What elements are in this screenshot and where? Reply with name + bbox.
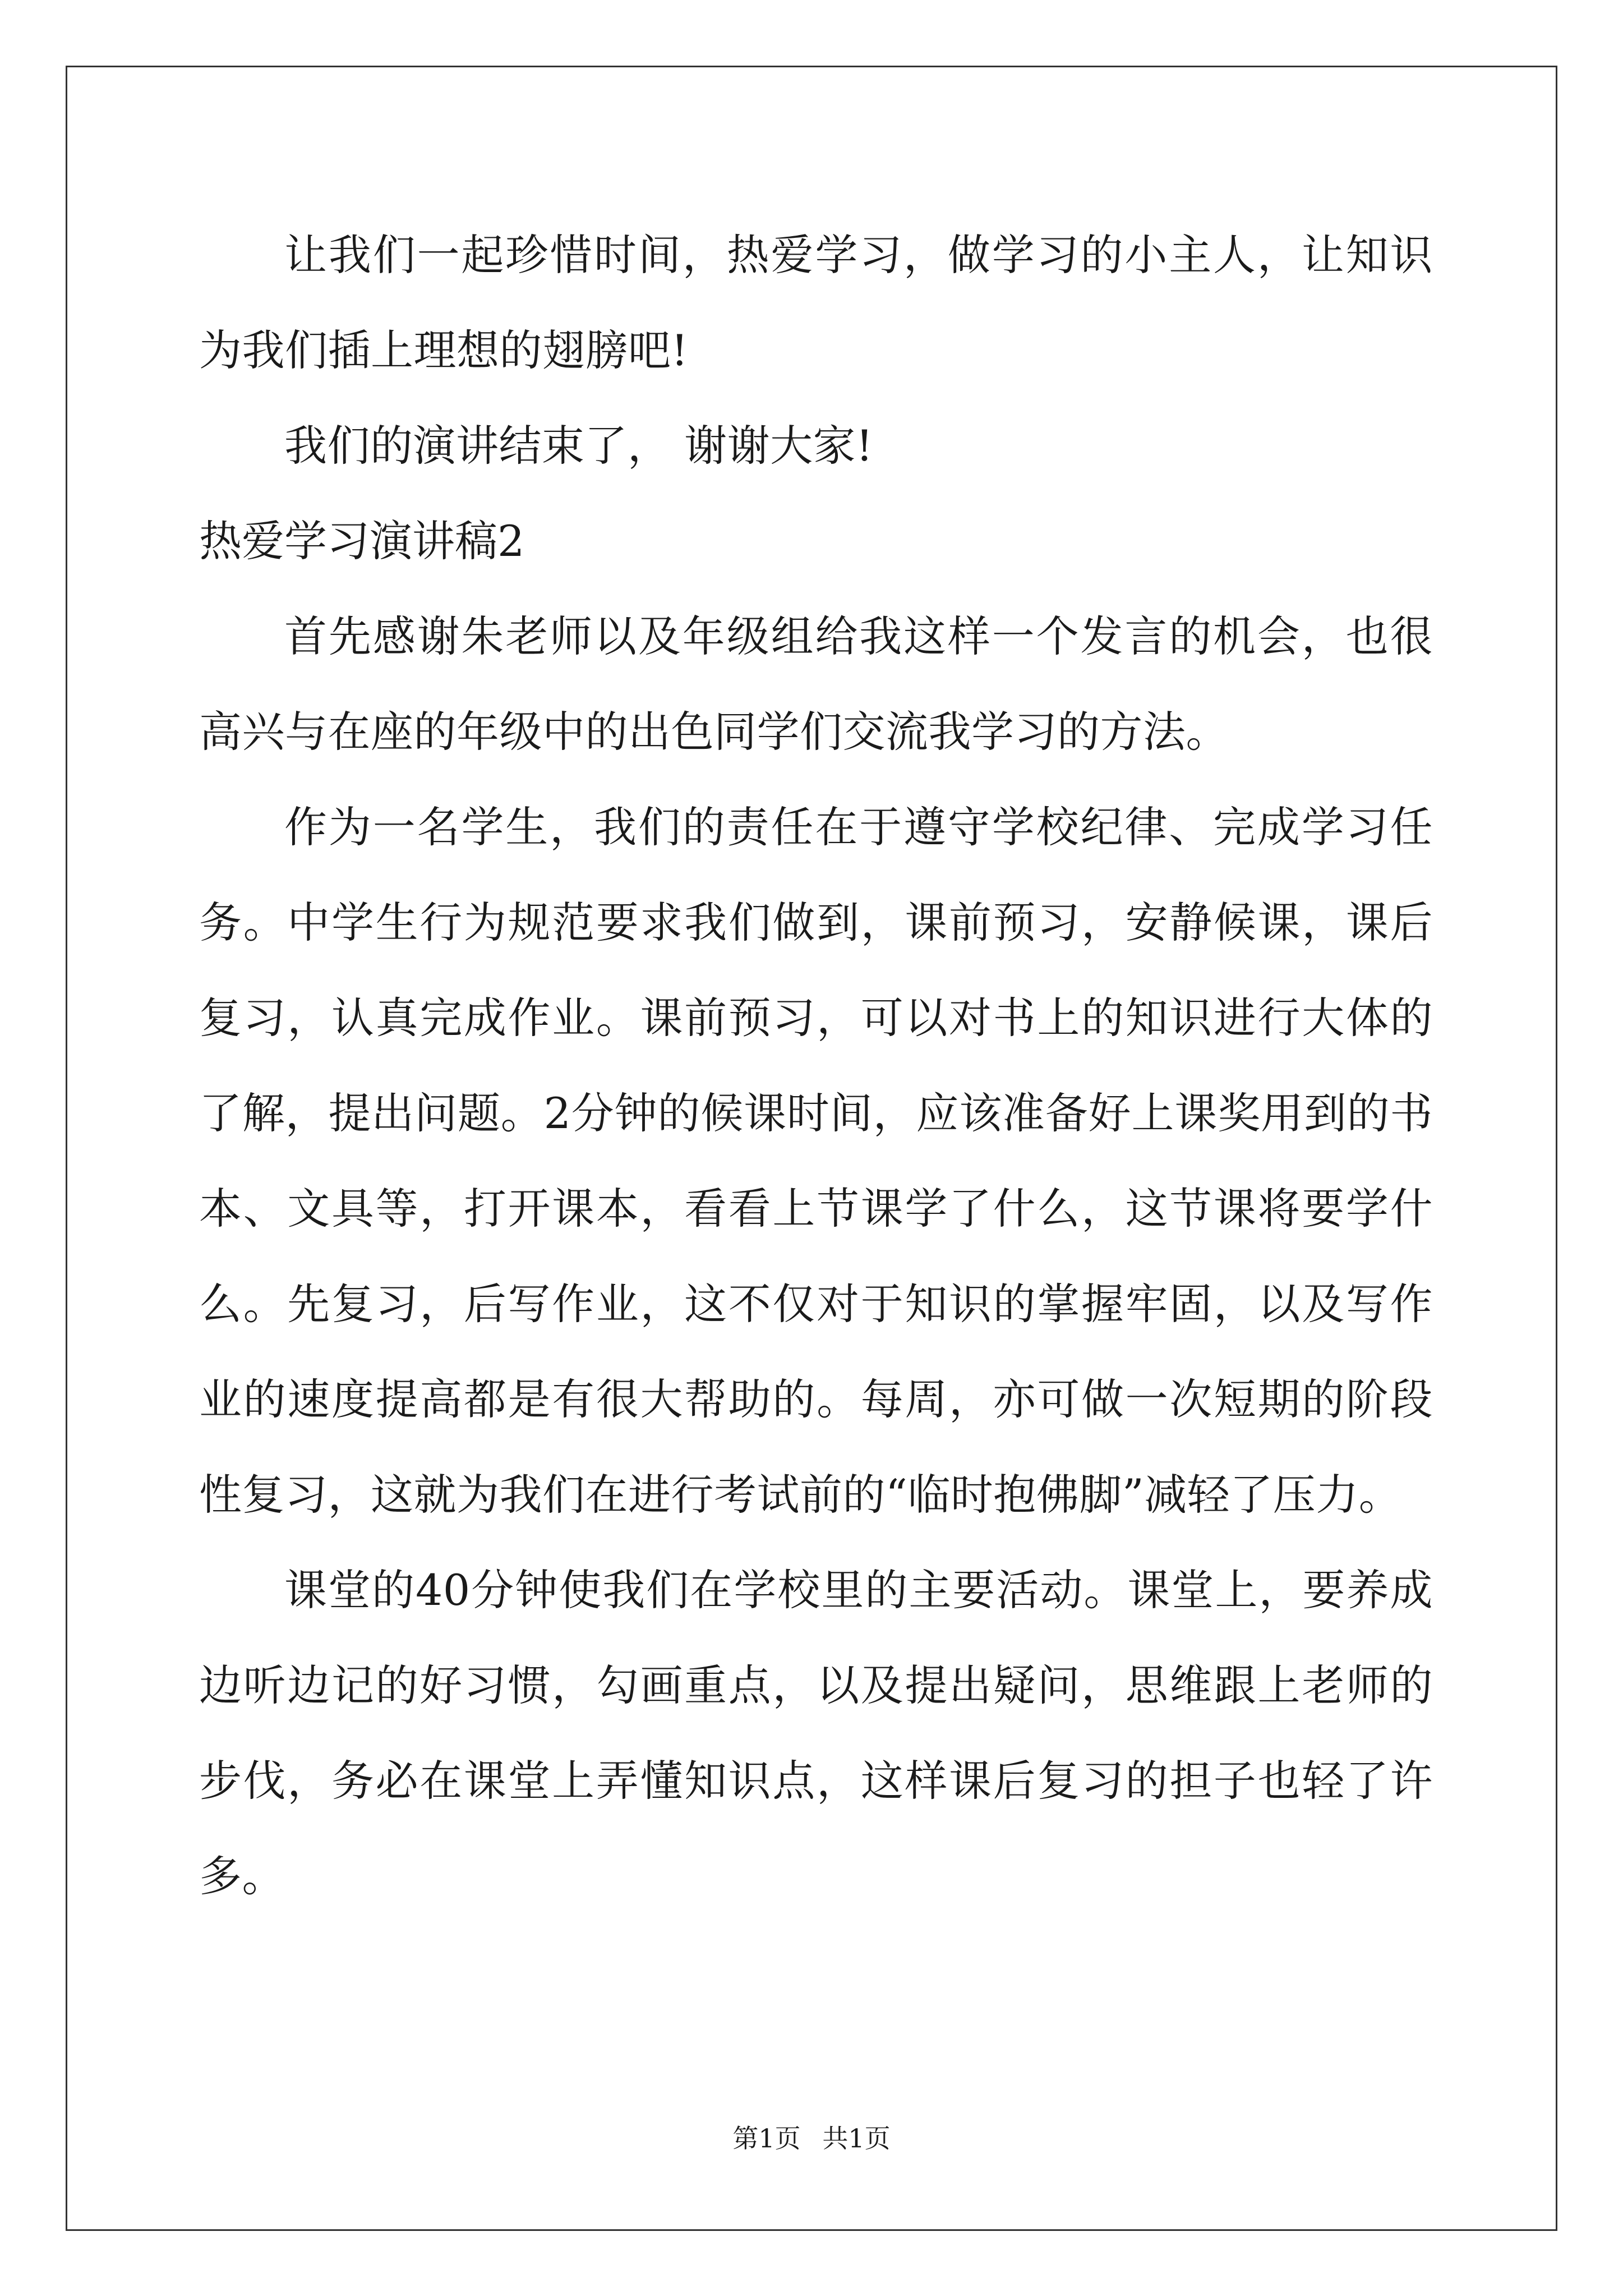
section-heading: 热爱学习演讲稿2 — [199, 516, 525, 566]
paragraph-thanks: 我们的演讲结束了， 谢谢大家! — [284, 421, 874, 471]
page-footer — [0, 2122, 1623, 2155]
paragraph-classroom: 课堂的40分钟使我们在学校里的主要活动。课堂上，要养成边听边记的好习惯，勾画重点，以及提出疑问，思维跟上老师的步伐，务必在课堂上弄懂知识点，这样课后复习的担子也轻了许多。 — [199, 1565, 1433, 1901]
paragraph-responsibility: 作为一名学生，我们的责任在于遵守学校纪律、完成学习任务。中学生行为规范要求我们做到，课前预习，安静候课，课后复习，认真完成作业。课前预习，可以对书上的知识进行大体的了解，提出问题。2分钟的候课时间，应该准备好上课奖用到的书本、文具等，打开课本，看看上节课学了什么，这节课将要学什么。先复习，后写作业，这不仅对于知识的掌握牢固，以及写作业的速度提高都是有很大帮助的。每周，亦可做一次短期的阶段性复习，这就为我们在进行考试前的“临时抱佛脚”减轻了压力。 — [199, 802, 1433, 1520]
page-number: 第1页 — [732, 2123, 801, 2154]
paragraph-closing: 让我们一起珍惜时间，热爱学习，做学习的小主人，让知识为我们插上理想的翅膀吧! — [199, 230, 1433, 375]
document-body — [199, 208, 1433, 1924]
paragraph-intro: 首先感谢朱老师以及年级组给我这样一个发言的机会，也很高兴与在座的年级中的出色同学们交流我学习的方法。 — [199, 611, 1433, 757]
page-total: 共1页 — [822, 2123, 891, 2154]
